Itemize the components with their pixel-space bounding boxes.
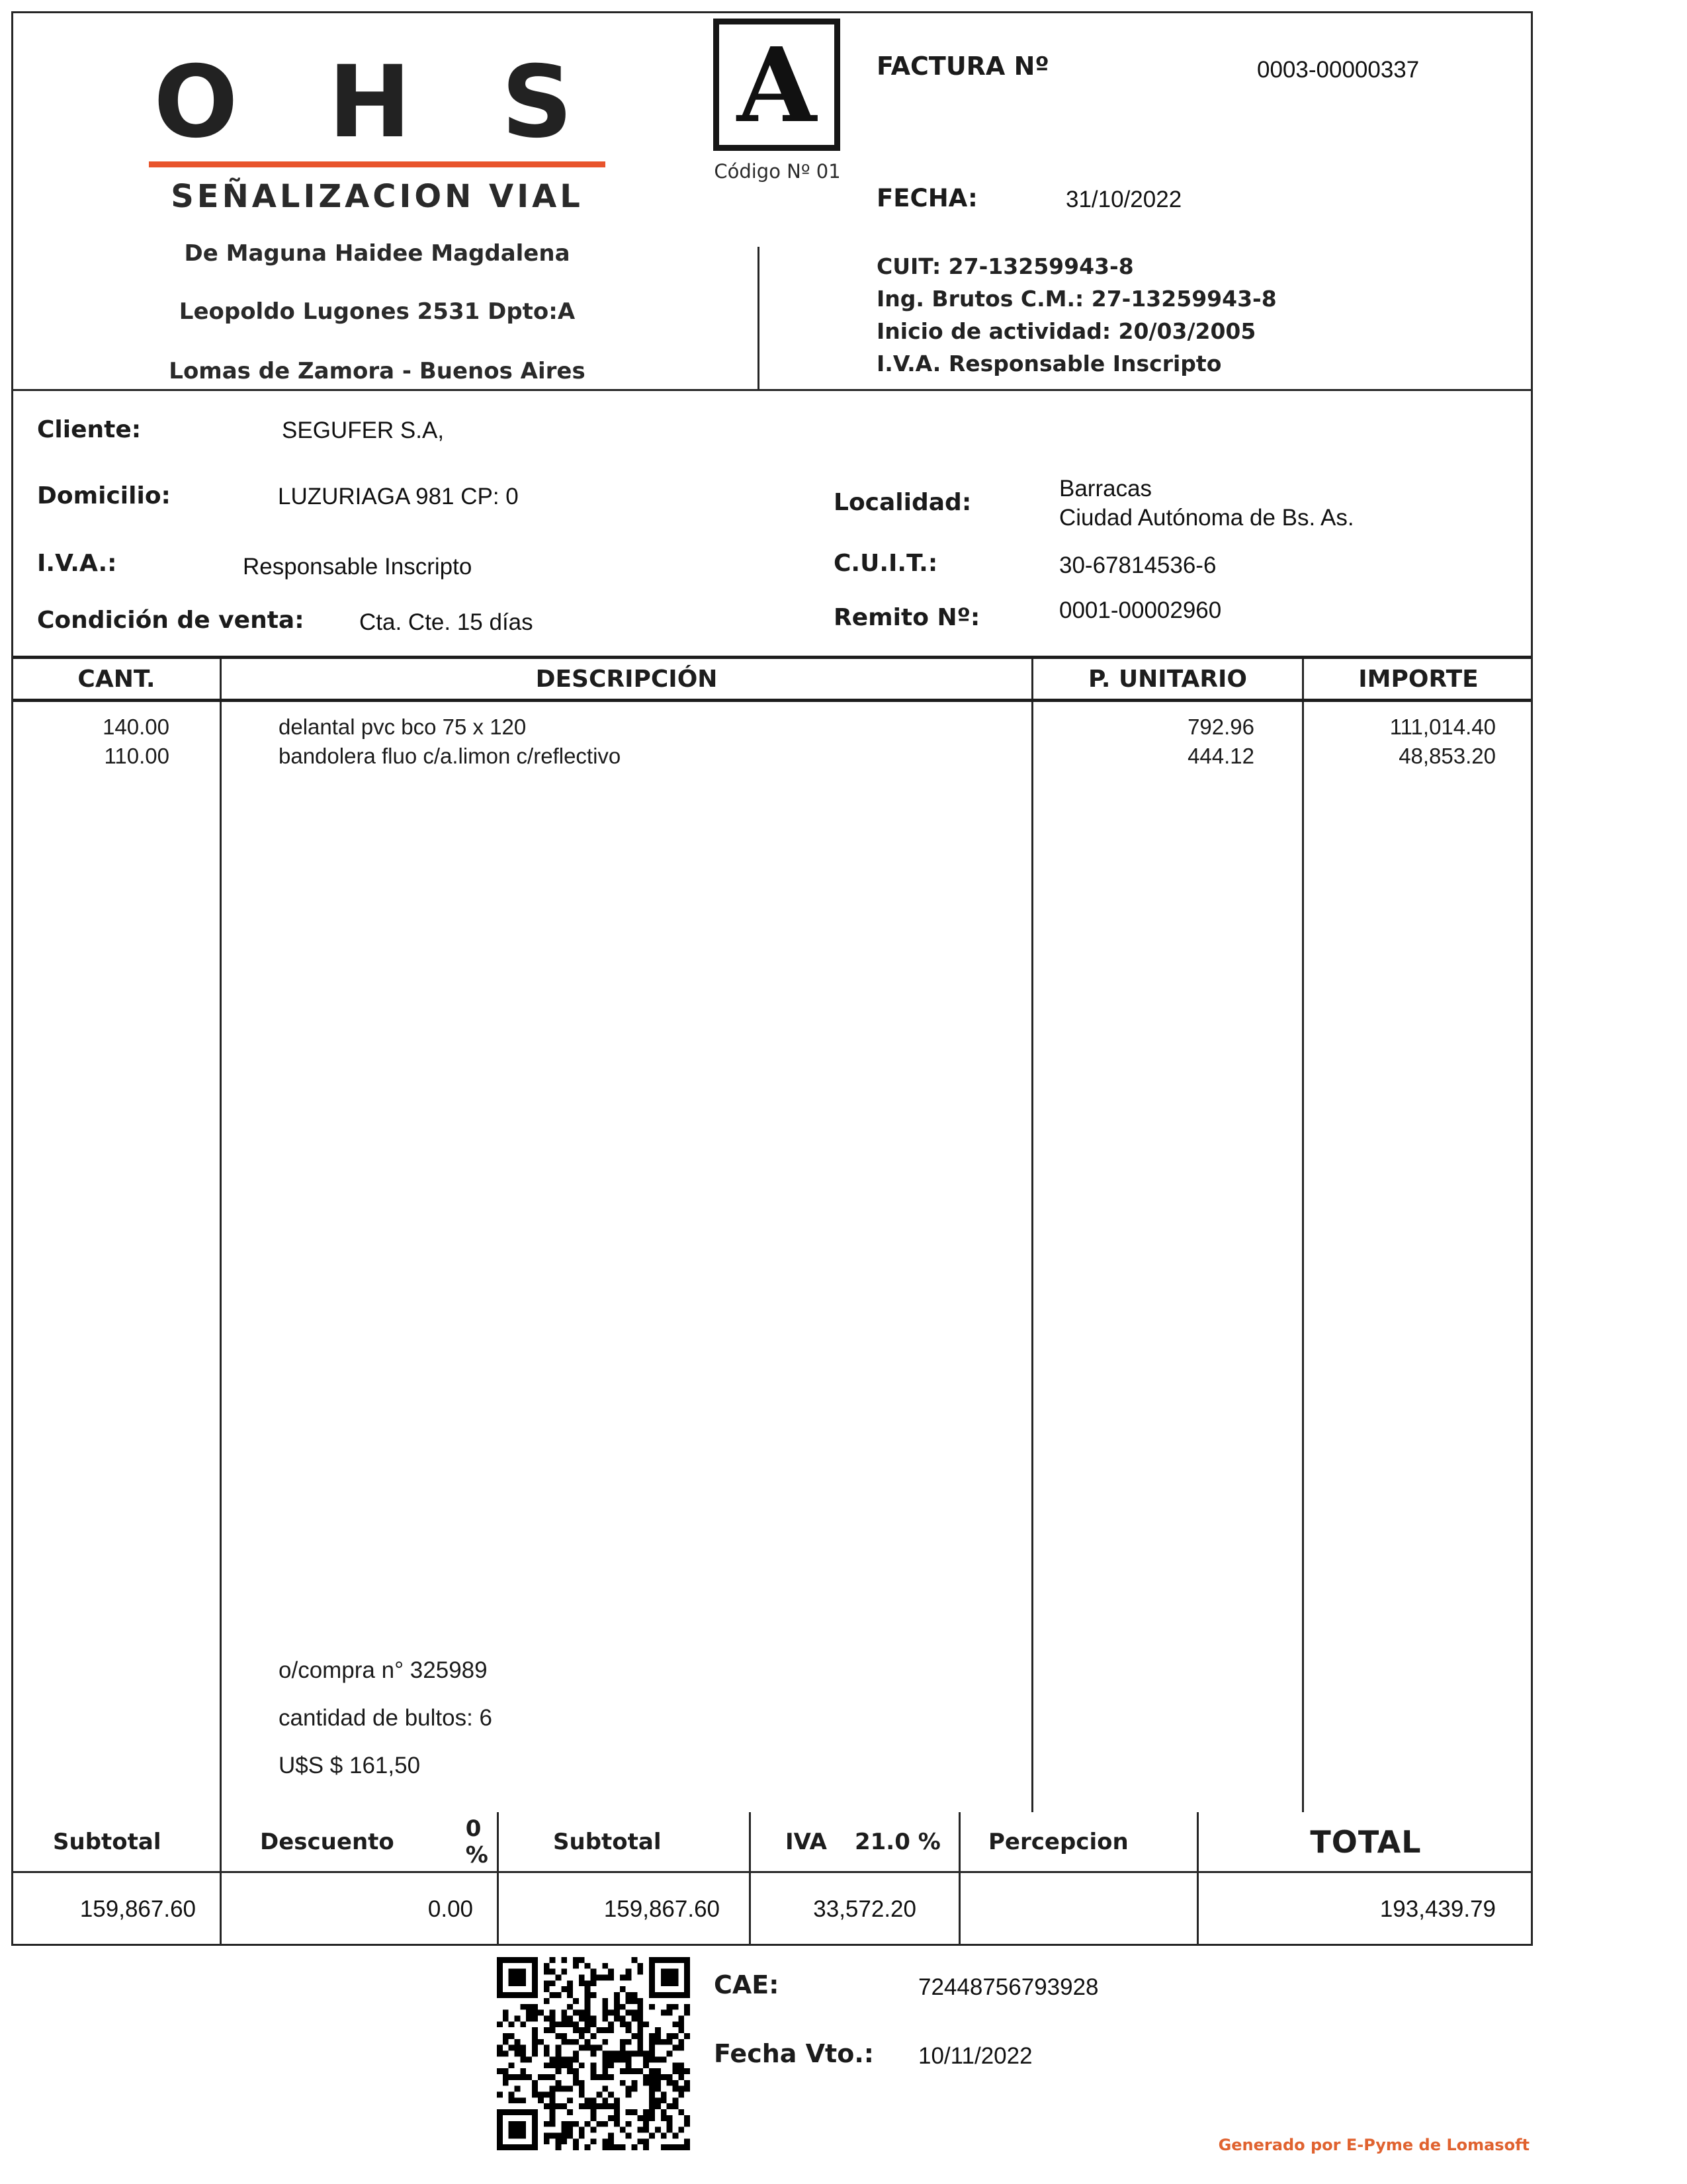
p-unitario-column: [1033, 702, 1304, 1812]
item-row-p-unitario: 792.96: [1188, 715, 1254, 739]
subtotal-label: Subtotal: [13, 1812, 222, 1871]
col-header-cant: CANT.: [13, 659, 222, 699]
fecha-value: 31/10/2022: [1066, 187, 1182, 212]
invoice-type-box: [713, 19, 840, 151]
factura-number: 0003-00000337: [1257, 57, 1420, 83]
company-inicio-actividad: Inicio de actividad: 20/03/2005: [877, 318, 1256, 344]
descuento-percent: 0 %: [465, 1815, 488, 1868]
cuit-label: C.U.I.T.:: [834, 550, 938, 577]
percepcion-value: [961, 1873, 1199, 1946]
total-value: 193,439.79: [1379, 1896, 1496, 1922]
descripcion-column: [222, 702, 1033, 1812]
fecha-vto-label: Fecha Vto.:: [714, 2039, 874, 2068]
subtotal-value: 159,867.60: [13, 1873, 222, 1946]
item-row-p-unitario: 444.12: [1188, 744, 1254, 768]
localidad-label: Localidad:: [834, 489, 972, 516]
localidad-value-line2: Ciudad Autónoma de Bs. As.: [1059, 505, 1354, 531]
fecha-vto-value: 10/11/2022: [918, 2043, 1033, 2069]
company-address: Leopoldo Lugones 2531 Dpto:A: [179, 298, 576, 325]
iva-total-label: [751, 1812, 961, 1871]
localidad-value-line1: Barracas: [1059, 476, 1152, 502]
client-block: [13, 391, 1531, 656]
cuit-value: 30-67814536-6: [1059, 552, 1217, 578]
condicion-venta-label: Condición de venta:: [37, 607, 304, 634]
fecha-label: FECHA:: [877, 184, 978, 212]
items-table-header: [13, 656, 1531, 702]
subtotal2-label: Subtotal: [499, 1812, 751, 1871]
iva-value: 33,572.20: [751, 1873, 961, 1946]
cae-label: CAE:: [714, 1970, 779, 1999]
domicilio-value: LUZURIAGA 981 CP: 0: [278, 484, 519, 509]
iva-label: I.V.A.:: [37, 550, 117, 577]
domicilio-label: Domicilio:: [37, 482, 171, 509]
cliente-label: Cliente:: [37, 416, 142, 443]
cae-value: 72448756793928: [918, 1974, 1099, 2000]
iva-label-text: IVA: [785, 1828, 827, 1855]
invoice-type-code: Código Nº 01: [714, 160, 841, 183]
col-header-p-unitario: P. UNITARIO: [1033, 659, 1304, 699]
importe-column: [1304, 702, 1533, 1812]
qr-code: [497, 1957, 690, 2150]
cliente-value: SEGUFER S.A,: [282, 417, 445, 443]
factura-label: FACTURA Nº: [877, 52, 1049, 81]
condicion-venta-value: Cta. Cte. 15 días: [359, 609, 533, 635]
note-line: cantidad de bultos: 6: [279, 1705, 493, 1731]
item-row-descripcion: bandolera fluo c/a.limon c/reflectivo: [279, 744, 621, 768]
descuento-label-text: Descuento: [260, 1828, 394, 1855]
company-block: [73, 45, 681, 384]
generated-by-note: Generado por E-Pyme de Lomasoft: [1218, 2136, 1530, 2154]
header-divider: [757, 247, 759, 391]
order-notes: [279, 1656, 492, 1799]
col-header-importe: IMPORTE: [1358, 665, 1479, 693]
subtotal2-value: 159,867.60: [499, 1873, 751, 1946]
total-label: TOTAL: [1310, 1823, 1422, 1860]
iva-percent: 21.0 %: [854, 1828, 941, 1855]
company-cuit: CUIT: 27-13259943-8: [877, 253, 1134, 279]
note-line: U$S $ 161,50: [279, 1753, 421, 1778]
invoice-meta-block: [877, 13, 1532, 389]
item-row-descripcion: delantal pvc bco 75 x 120: [279, 715, 527, 739]
totals-values-row: [13, 1873, 1531, 1946]
company-city: Lomas de Zamora - Buenos Aires: [169, 358, 585, 384]
item-row-importe: 48,853.20: [1399, 744, 1496, 768]
fiscal-info-block: [877, 250, 1277, 380]
item-row-importe: 111,014.40: [1389, 715, 1496, 739]
note-line: o/compra n° 325989: [279, 1657, 488, 1683]
item-row-cant: 110.00: [104, 744, 169, 768]
totals-header-row: [13, 1812, 1531, 1873]
col-header-descripcion: DESCRIPCIÓN: [222, 659, 1033, 699]
items-table-body: [13, 702, 1531, 1812]
remito-label: Remito Nº:: [834, 604, 980, 631]
cant-column: [13, 702, 222, 1812]
invoice-header: [13, 13, 1531, 391]
invoice-type-letter: A: [736, 24, 817, 146]
company-tagline: SEÑALIZACION VIAL: [171, 178, 584, 215]
percepcion-label: Percepcion: [961, 1812, 1199, 1871]
descuento-value: 0.00: [222, 1873, 499, 1946]
descuento-label: [222, 1812, 499, 1871]
company-ing-brutos: Ing. Brutos C.M.: 27-13259943-8: [877, 286, 1277, 312]
company-iva-condition: I.V.A. Responsable Inscripto: [877, 351, 1222, 376]
invoice-document: [11, 11, 1533, 1946]
logo-accent-rule: [149, 161, 605, 167]
remito-value: 0001-00002960: [1059, 597, 1222, 623]
company-logo: O H S: [153, 45, 601, 160]
item-row-cant: 140.00: [103, 715, 169, 739]
iva-value: Responsable Inscripto: [243, 554, 472, 580]
company-owner: De Maguna Haidee Magdalena: [184, 240, 570, 267]
